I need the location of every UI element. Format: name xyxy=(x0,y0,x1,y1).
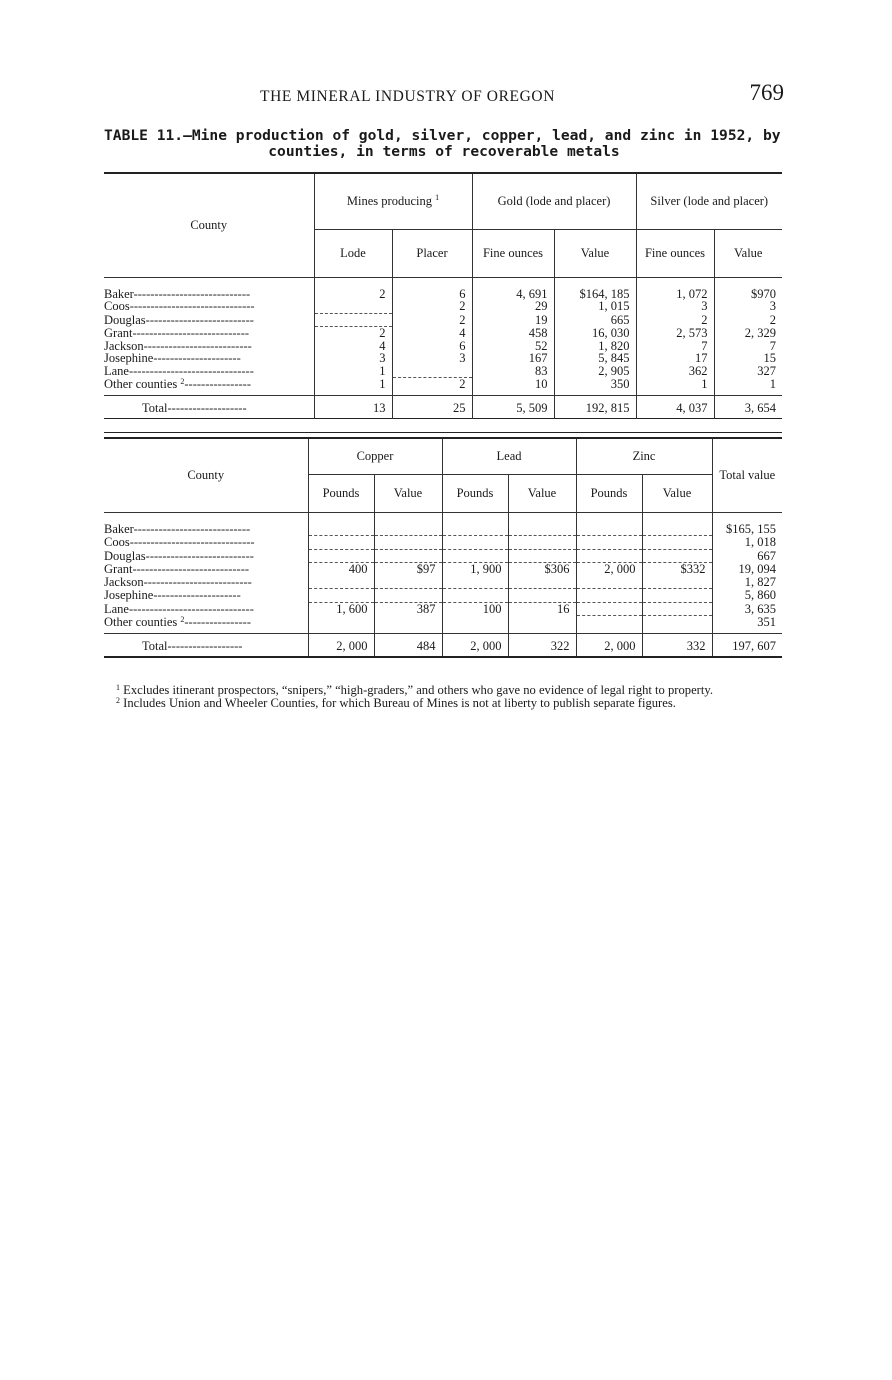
leader-dots: ---------------------------- xyxy=(132,325,250,340)
zinc-pounds-cell: 2, 000 xyxy=(576,633,642,657)
table-row xyxy=(104,300,782,313)
footnote-2 xyxy=(102,697,782,710)
copper-pounds-cell: 2, 000 xyxy=(308,633,374,657)
county-name: Coos xyxy=(104,535,130,549)
copper-pounds-cell xyxy=(308,589,374,603)
header-mines-producing xyxy=(314,173,472,229)
gold-value-cell: 1, 015 xyxy=(554,300,636,313)
lead-pounds-cell xyxy=(442,589,508,603)
table-row xyxy=(104,602,782,616)
placer-cell: 2 xyxy=(392,313,472,327)
table-row xyxy=(104,378,782,396)
zinc-pounds-cell xyxy=(576,616,642,634)
silver-value-cell: 7 xyxy=(714,340,782,353)
zinc-value-cell xyxy=(642,536,712,550)
total-value-cell: $165, 155 xyxy=(712,512,782,536)
table-row xyxy=(104,589,782,603)
zinc-value-cell xyxy=(642,602,712,616)
county-cell xyxy=(104,313,314,327)
lead-value-cell xyxy=(508,616,576,634)
header-gold-fine-ounces: Fine ounces xyxy=(472,229,554,277)
running-title: THE MINERAL INDUSTRY OF OREGON xyxy=(260,88,555,105)
placer-cell xyxy=(392,365,472,378)
county-name: Douglas xyxy=(104,548,146,563)
total-label: Total xyxy=(142,400,168,415)
lead-pounds-cell: 1, 900 xyxy=(442,563,508,576)
footnotes xyxy=(102,684,782,710)
lead-pounds-cell xyxy=(442,549,508,563)
placer-cell: 2 xyxy=(392,300,472,313)
county-name: Coos xyxy=(104,299,130,314)
leader-dots: ------------------- xyxy=(167,400,247,415)
silver-oz-cell: 362 xyxy=(636,365,714,378)
header-county: County xyxy=(104,173,314,277)
header-copper: Copper xyxy=(308,438,442,474)
silver-value-cell: 2 xyxy=(714,313,782,327)
leader-dots: ---------------------------- xyxy=(133,286,251,301)
gold-oz-cell: 29 xyxy=(472,300,554,313)
total-value-cell: 5, 860 xyxy=(712,589,782,603)
caption-line-2: counties, in terms of recoverable metals xyxy=(268,143,620,160)
gold-value-cell: $164, 185 xyxy=(554,277,636,300)
lead-pounds-cell xyxy=(442,536,508,550)
gold-value-cell: 665 xyxy=(554,313,636,327)
total-row xyxy=(104,395,782,419)
zinc-value-cell xyxy=(642,576,712,589)
silver-value-cell: 3, 654 xyxy=(714,395,782,419)
silver-oz-cell: 17 xyxy=(636,352,714,365)
header-silver-fine-ounces: Fine ounces xyxy=(636,229,714,277)
leader-dots: ------------------ xyxy=(167,638,243,653)
zinc-pounds-cell: 2, 000 xyxy=(576,563,642,576)
county-cell xyxy=(104,512,308,536)
gold-oz-cell: 167 xyxy=(472,352,554,365)
lead-pounds-cell xyxy=(442,512,508,536)
county-cell xyxy=(104,300,314,313)
table-row xyxy=(104,536,782,550)
county-name: Grant xyxy=(104,325,133,340)
copper-value-cell: $97 xyxy=(374,563,442,576)
leader-dots: ---------------------------- xyxy=(133,521,251,536)
county-cell xyxy=(104,365,314,378)
lead-value-cell xyxy=(508,549,576,563)
gold-oz-cell: 19 xyxy=(472,313,554,327)
silver-value-cell: 327 xyxy=(714,365,782,378)
leader-dots: ------------------------------ xyxy=(129,535,255,549)
gold-oz-cell: 4, 691 xyxy=(472,277,554,300)
leader-dots: -------------------------- xyxy=(143,338,252,353)
copper-value-cell: 484 xyxy=(374,633,442,657)
total-value-cell: 351 xyxy=(712,616,782,634)
silver-oz-cell: 7 xyxy=(636,340,714,353)
lead-value-cell xyxy=(508,536,576,550)
footnote-mark: 2 xyxy=(180,376,185,386)
footnote-mark: 1 xyxy=(435,193,440,203)
lead-pounds-cell xyxy=(442,616,508,634)
county-name: Jackson xyxy=(104,574,144,589)
silver-value-cell: 1 xyxy=(714,378,782,396)
copper-value-cell xyxy=(374,512,442,536)
total-row xyxy=(104,633,782,657)
county-cell xyxy=(104,616,308,634)
lead-pounds-cell: 2, 000 xyxy=(442,633,508,657)
leader-dots: -------------------------- xyxy=(143,574,252,589)
lead-value-cell xyxy=(508,589,576,603)
placer-cell: 6 xyxy=(392,340,472,353)
header-lead-value: Value xyxy=(508,474,576,512)
leader-dots: ---------------- xyxy=(184,376,251,391)
gold-value-cell: 350 xyxy=(554,378,636,396)
gold-oz-cell: 10 xyxy=(472,378,554,396)
table-row xyxy=(104,277,782,300)
gold-oz-cell: 5, 509 xyxy=(472,395,554,419)
leader-dots: ------------------------------ xyxy=(128,601,254,616)
placer-cell: 4 xyxy=(392,327,472,340)
total-value-cell: 3, 635 xyxy=(712,602,782,616)
county-cell xyxy=(104,536,308,550)
lead-value-cell xyxy=(508,576,576,589)
county-name: Baker xyxy=(104,521,134,536)
zinc-value-cell: $332 xyxy=(642,563,712,576)
zinc-value-cell: 332 xyxy=(642,633,712,657)
footnote-mark: 2 xyxy=(116,696,120,705)
lode-cell: 2 xyxy=(314,327,392,340)
county-name: Jackson xyxy=(104,338,144,353)
county-cell xyxy=(104,633,308,657)
header-placer: Placer xyxy=(392,229,472,277)
county-cell xyxy=(104,576,308,589)
lead-value-cell xyxy=(508,512,576,536)
county-cell xyxy=(104,589,308,603)
gold-value-cell: 1, 820 xyxy=(554,340,636,353)
footnote-text: Includes Union and Wheeler Counties, for which Bureau of Mines is not at liberty to publish separate figures. xyxy=(123,696,676,710)
mines-producing-label: Mines producing xyxy=(346,194,432,209)
page-header xyxy=(104,80,784,112)
county-cell xyxy=(104,602,308,616)
copper-pounds-cell xyxy=(308,512,374,536)
silver-oz-cell: 2, 573 xyxy=(636,327,714,340)
county-name: Lane xyxy=(104,363,129,378)
total-value-cell: 1, 018 xyxy=(712,536,782,550)
header-copper-pounds: Pounds xyxy=(308,474,374,512)
county-cell xyxy=(104,277,314,300)
header-zinc-value: Value xyxy=(642,474,712,512)
lode-cell: 4 xyxy=(314,340,392,353)
header-zinc-pounds: Pounds xyxy=(576,474,642,512)
county-cell xyxy=(104,549,308,563)
total-label: Total xyxy=(142,638,168,653)
caption-line-1: TABLE 11.—Mine production of gold, silver, copper, lead, and zinc in 1952, by xyxy=(104,127,781,144)
copper-pounds-cell xyxy=(308,549,374,563)
gold-oz-cell: 458 xyxy=(472,327,554,340)
header-county: County xyxy=(104,438,308,512)
silver-value-cell: 2, 329 xyxy=(714,327,782,340)
copper-value-cell xyxy=(374,576,442,589)
county-name: Josephine xyxy=(104,588,154,602)
total-value-cell: 19, 094 xyxy=(712,563,782,576)
lead-value-cell: 16 xyxy=(508,602,576,616)
header-lode: Lode xyxy=(314,229,392,277)
lead-value-cell: $306 xyxy=(508,563,576,576)
zinc-pounds-cell xyxy=(576,602,642,616)
header-silver: Silver (lode and placer) xyxy=(636,173,782,229)
placer-cell: 2 xyxy=(392,378,472,396)
county-name: Baker xyxy=(104,286,134,301)
lead-pounds-cell: 100 xyxy=(442,602,508,616)
county-name: Douglas xyxy=(104,312,146,327)
zinc-pounds-cell xyxy=(576,549,642,563)
silver-oz-cell: 4, 037 xyxy=(636,395,714,419)
silver-oz-cell: 1, 072 xyxy=(636,277,714,300)
copper-pounds-cell xyxy=(308,576,374,589)
table-row xyxy=(104,616,782,634)
copper-value-cell: 387 xyxy=(374,602,442,616)
lead-value-cell: 322 xyxy=(508,633,576,657)
silver-oz-cell: 2 xyxy=(636,313,714,327)
table-row xyxy=(104,352,782,365)
table-row xyxy=(104,313,782,327)
copper-value-cell xyxy=(374,616,442,634)
leader-dots: --------------------- xyxy=(153,588,241,602)
header-silver-value: Value xyxy=(714,229,782,277)
copper-pounds-cell: 400 xyxy=(308,563,374,576)
leader-dots: ---------------------------- xyxy=(132,561,250,576)
page-number: 769 xyxy=(749,80,784,105)
gold-value-cell: 2, 905 xyxy=(554,365,636,378)
total-value-cell: 1, 827 xyxy=(712,576,782,589)
table-gold-silver xyxy=(104,172,782,419)
copper-value-cell xyxy=(374,589,442,603)
footnote-text: Excludes itinerant prospectors, “snipers,” “high-graders,” and others who gave no evidence of legal right to property. xyxy=(123,683,713,697)
lode-cell xyxy=(314,300,392,313)
leader-dots: ------------------------------ xyxy=(129,299,255,314)
total-value-cell: 667 xyxy=(712,549,782,563)
total-value-cell: 197, 607 xyxy=(712,633,782,657)
county-name: Other counties xyxy=(104,614,178,629)
copper-pounds-cell: 1, 600 xyxy=(308,602,374,616)
zinc-value-cell xyxy=(642,549,712,563)
placer-cell: 6 xyxy=(392,277,472,300)
table-caption xyxy=(104,128,784,160)
silver-value-cell: 15 xyxy=(714,352,782,365)
county-name: Josephine xyxy=(104,351,154,365)
lode-cell: 2 xyxy=(314,277,392,300)
silver-value-cell: $970 xyxy=(714,277,782,300)
lode-cell xyxy=(314,313,392,327)
zinc-pounds-cell xyxy=(576,512,642,536)
leader-dots: -------------------------- xyxy=(145,312,254,327)
header-total-value: Total value xyxy=(712,438,782,512)
lode-cell: 1 xyxy=(314,378,392,396)
zinc-value-cell xyxy=(642,512,712,536)
gold-value-cell: 16, 030 xyxy=(554,327,636,340)
copper-pounds-cell xyxy=(308,616,374,634)
copper-value-cell xyxy=(374,536,442,550)
table-divider xyxy=(104,432,782,433)
gold-value-cell: 5, 845 xyxy=(554,352,636,365)
county-cell xyxy=(104,563,308,576)
table-copper-lead-zinc xyxy=(104,437,782,658)
table-row xyxy=(104,563,782,576)
leader-dots: ---------------- xyxy=(184,614,251,629)
county-name: Grant xyxy=(104,561,133,576)
lode-cell: 13 xyxy=(314,395,392,419)
footnote-mark: 2 xyxy=(180,614,185,624)
county-cell xyxy=(104,352,314,365)
header-gold-value: Value xyxy=(554,229,636,277)
placer-cell: 3 xyxy=(392,352,472,365)
silver-oz-cell: 1 xyxy=(636,378,714,396)
footnote-mark: 1 xyxy=(116,683,120,692)
table-row xyxy=(104,512,782,536)
table-row xyxy=(104,549,782,563)
county-cell xyxy=(104,395,314,419)
zinc-pounds-cell xyxy=(576,589,642,603)
lode-cell: 3 xyxy=(314,352,392,365)
zinc-pounds-cell xyxy=(576,536,642,550)
county-name: Other counties xyxy=(104,376,178,391)
header-zinc: Zinc xyxy=(576,438,712,474)
leader-dots: ------------------------------ xyxy=(128,363,254,378)
table-row xyxy=(104,365,782,378)
leader-dots: --------------------- xyxy=(153,351,241,365)
placer-cell: 25 xyxy=(392,395,472,419)
copper-value-cell xyxy=(374,549,442,563)
county-cell xyxy=(104,378,314,396)
lode-cell: 1 xyxy=(314,365,392,378)
silver-value-cell: 3 xyxy=(714,300,782,313)
header-gold: Gold (lode and placer) xyxy=(472,173,636,229)
county-name: Lane xyxy=(104,601,129,616)
gold-value-cell: 192, 815 xyxy=(554,395,636,419)
gold-oz-cell: 83 xyxy=(472,365,554,378)
silver-oz-cell: 3 xyxy=(636,300,714,313)
table-row xyxy=(104,576,782,589)
header-lead: Lead xyxy=(442,438,576,474)
zinc-value-cell xyxy=(642,589,712,603)
header-copper-value: Value xyxy=(374,474,442,512)
lead-pounds-cell xyxy=(442,576,508,589)
zinc-pounds-cell xyxy=(576,576,642,589)
gold-oz-cell: 52 xyxy=(472,340,554,353)
copper-pounds-cell xyxy=(308,536,374,550)
zinc-value-cell xyxy=(642,616,712,634)
header-lead-pounds: Pounds xyxy=(442,474,508,512)
leader-dots: -------------------------- xyxy=(145,548,254,563)
